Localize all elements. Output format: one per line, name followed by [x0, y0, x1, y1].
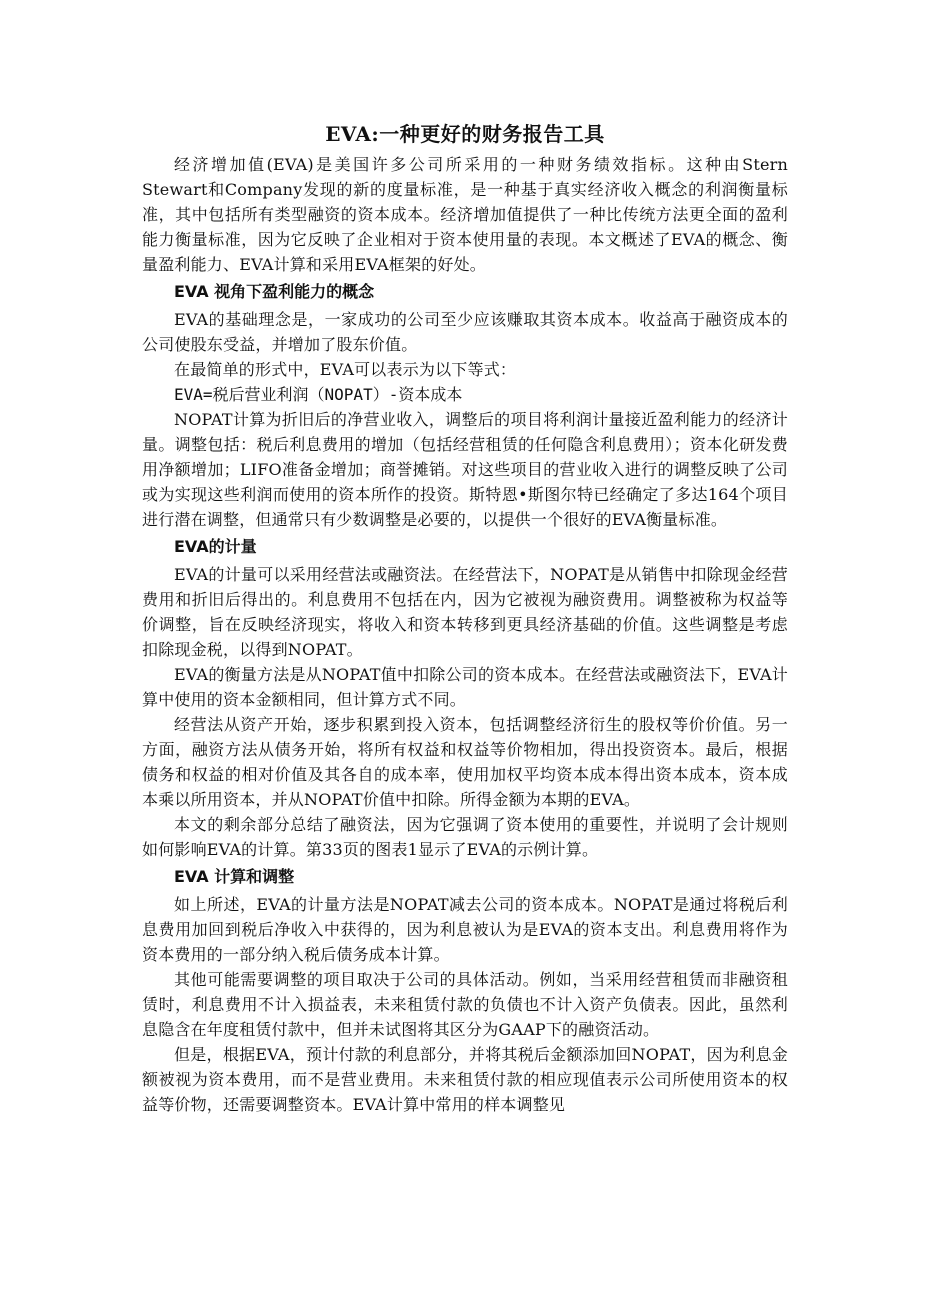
eva-formula: EVA=税后营业利润（NOPAT）-资本成本 [174, 385, 463, 404]
paragraph: EVA的衡量方法是从NOPAT值中扣除公司的资本成本。在经营法或融资法下，EVA计算中使用的资本金额相同，但计算方式不同。 [142, 665, 788, 709]
section-heading-calculation: EVA 计算和调整 [174, 867, 295, 886]
paragraph: 经营法从资产开始，逐步积累到投入资本，包括调整经济衍生的股权等价价值。另一方面，融资方法从债务开始，将所有权益和权益等价物相加，得出投资资本。最后，根据债务和权益的相对价值及其各自的成本率，使用加权平均资本成本得出资本成本，资本成本乘以所用资本，并从NOPAT价值中扣除。所得金额为本期的EVA。 [142, 715, 788, 809]
paragraph: EVA的基础理念是，一家成功的公司至少应该赚取其资本成本。收益高于融资成本的公司使股东受益，并增加了股东价值。 [142, 310, 788, 354]
paragraph: 但是，根据EVA，预计付款的利息部分，并将其税后金额添加回NOPAT，因为利息金额被视为资本费用，而不是营业费用。未来租赁付款的相应现值表示公司所使用资本的权益等价物，还需要调整资本。EVA计算中常用的样本调整见 [142, 1045, 788, 1114]
paragraph: NOPAT计算为折旧后的净营业收入，调整后的项目将利润计量接近盈利能力的经济计量。调整包括：税后利息费用的增加（包括经营租赁的任何隐含利息费用）；资本化研发费用净额增加；LIFO准备金增加；商誉摊销。对这些项目的营业收入进行的调整反映了公司或为实现这些利润而使用的资本所作的投资。斯特恩•斯图尔特已经确定了多达164个项目进行潜在调整，但通常只有少数调整是必要的，以提供一个很好的EVA衡量标准。 [142, 410, 788, 529]
intro-paragraph: 经济增加值(EVA)是美国许多公司所采用的一种财务绩效指标。这种由Stern Stewart和Company发现的新的度量标准，是一种基于真实经济收入概念的利润衡量标准，其中包括所有类型融资的资本成本。经济增加值提供了一种比传统方法更全面的盈利能力衡量标准，因为它反映了企业相对于资本使用量的表现。本文概述了EVA的概念、衡量盈利能力、EVA计算和采用EVA框架的好处。 [142, 155, 788, 274]
paragraph: EVA的计量可以采用经营法或融资法。在经营法下，NOPAT是从销售中扣除现金经营费用和折旧后得出的。利息费用不包括在内，因为它被视为融资费用。调整被称为权益等价调整，旨在反映经济现实，将收入和资本转移到更具经济基础的价值。这些调整是考虑扣除现金税，以得到NOPAT。 [142, 565, 788, 659]
section-heading-measurement: EVA的计量 [174, 537, 257, 556]
document-title: EVA:一种更好的财务报告工具 [325, 122, 605, 146]
paragraph: 其他可能需要调整的项目取决于公司的具体活动。例如，当采用经营租赁而非融资租赁时，利息费用不计入损益表，未来租赁付款的负债也不计入资产负债表。因此，虽然利息隐含在年度租赁付款中，但并未试图将其区分为GAAP下的融资活动。 [142, 970, 788, 1039]
paragraph: 在最简单的形式中，EVA可以表示为以下等式： [174, 360, 517, 379]
paragraph: 本文的剩余部分总结了融资法，因为它强调了资本使用的重要性，并说明了会计规则如何影响EVA的计算。第33页的图表1显示了EVA的示例计算。 [142, 815, 788, 859]
section-heading-concept: EVA 视角下盈利能力的概念 [174, 282, 375, 301]
document-page [142, 120, 788, 1117]
paragraph: 如上所述，EVA的计量方法是NOPAT减去公司的资本成本。NOPAT是通过将税后利息费用加回到税后净收入中获得的，因为利息被认为是EVA的资本支出。利息费用将作为资本费用的一部分纳入税后债务成本计算。 [142, 895, 788, 964]
